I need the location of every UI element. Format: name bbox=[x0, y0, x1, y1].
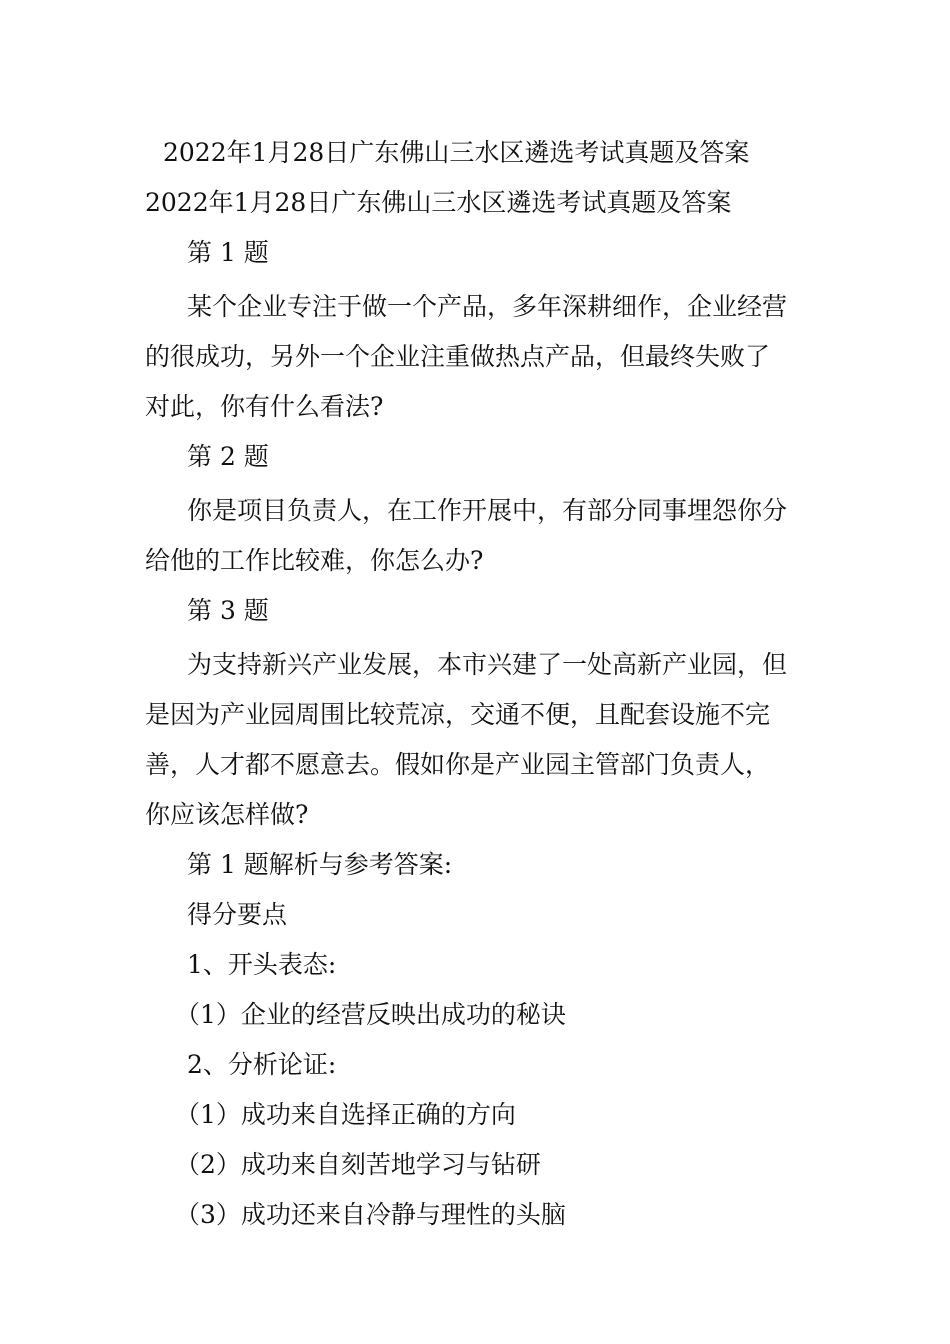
question-2-text-line: 你是项目负责人，在工作开展中，有部分同事埋怨你分 bbox=[187, 496, 788, 525]
document-page bbox=[145, 128, 810, 1240]
document-title: 2022年1月28日广东佛山三水区遴选考试真题及答案 bbox=[163, 138, 750, 167]
question-2-heading: 第 2 题 bbox=[187, 442, 269, 471]
question-3-text-line: 善，人才都不愿意去。假如你是产业园主管部门负责人， bbox=[145, 750, 771, 779]
section-2-heading: 2、分析论证: bbox=[187, 1050, 337, 1079]
question-3-text-line: 是因为产业园周围比较荒凉，交通不便，且配套设施不完 bbox=[145, 700, 771, 729]
document-title-repeat: 2022年1月28日广东佛山三水区遴选考试真题及答案 bbox=[145, 188, 732, 217]
question-1-text-line: 的很成功，另外一个企业注重做热点产品，但最终失败了 bbox=[145, 342, 771, 371]
section-1-heading: 1、开头表态: bbox=[187, 950, 337, 979]
scoring-points-heading: 得分要点 bbox=[187, 900, 288, 929]
section-2-item: （3）成功还来自冷静与理性的头脑 bbox=[175, 1200, 566, 1229]
section-2-item: （1）成功来自选择正确的方向 bbox=[175, 1100, 516, 1129]
question-2-text-line: 给他的工作比较难，你怎么办? bbox=[145, 546, 484, 575]
section-2-item: （2）成功来自刻苦地学习与钻研 bbox=[175, 1150, 541, 1179]
question-3-text-line: 为支持新兴产业发展，本市兴建了一处高新产业园，但 bbox=[187, 650, 788, 679]
section-1-item: （1）企业的经营反映出成功的秘诀 bbox=[175, 1000, 566, 1029]
question-3-text-line: 你应该怎样做? bbox=[145, 800, 309, 829]
question-1-text-line: 对此，你有什么看法? bbox=[145, 392, 384, 421]
question-1-heading: 第 1 题 bbox=[187, 238, 269, 267]
answer-1-heading: 第 1 题解析与参考答案: bbox=[187, 850, 453, 879]
question-1-text-line: 某个企业专注于做一个产品，多年深耕细作，企业经营 bbox=[187, 292, 788, 321]
question-3-heading: 第 3 题 bbox=[187, 596, 269, 625]
